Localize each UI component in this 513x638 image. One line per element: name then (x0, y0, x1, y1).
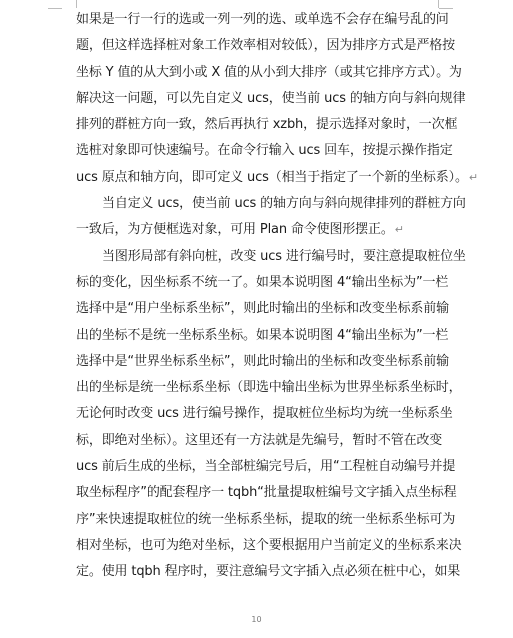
page-number: 10 (251, 615, 262, 624)
paragraph-3 (76, 244, 466, 586)
margin-mark-top-right (438, 0, 453, 8)
paragraph-mark-icon: ↵ (468, 170, 478, 184)
text-line: 题，但这样选择桩对象工作效率相对较低），因为排序方式是严格按 (76, 38, 456, 54)
text-line: 当图形局部有斜向桩，改变 ucs 进行编号时，要注意提取桩位坐 (102, 248, 466, 264)
document-body[interactable] (76, 7, 478, 586)
text-line: 相对坐标，也可为绝对坐标，这个要根据用户当前定义的坐标系来决 (76, 537, 462, 553)
text-line: 定。使用 tqbh 程序时，要注意编号文字插入点必须在桩中心，如果 (76, 564, 461, 580)
margin-mark-top-right-horizontal (439, 8, 453, 9)
text-line: 当自定义 ucs，使当前 ucs 的轴方向与斜向规律排列的群桩方向 (102, 196, 466, 212)
text-line: 选择中是“世界坐标系坐标”，则此时输出的坐标和改变坐标系前输 (76, 353, 449, 369)
text-line: ucs 前后生成的坐标，当全部桩编完号后，用“工程桩自动编号并提 (76, 459, 456, 475)
text-line (76, 217, 438, 243)
margin-mark-top-left (62, 0, 77, 8)
text-line: 选择中是“用户坐标系坐标”，则此时输出的坐标和改变坐标系前输 (76, 301, 449, 317)
paragraph-2 (76, 191, 466, 244)
text-line: 标的变化，因坐标系不统一了。如果本说明图 4“输出坐标为”一栏 (76, 274, 449, 290)
text-line: 无论何时改变 ucs 进行编号操作，提取桩位坐标均为统一坐标系坐 (76, 406, 453, 422)
paragraph-mark-icon: ↵ (394, 223, 404, 237)
text-line: 序”来快速提取桩位的统一坐标系坐标，提取的统一坐标系坐标可为 (76, 511, 456, 527)
text-line: 坐标 Y 值的从大到小或 X 值的从小到大排序（或其它排序方式）。为 (76, 64, 462, 80)
paragraph-1 (76, 7, 478, 191)
text-line (76, 165, 478, 191)
text-line: 出的坐标不是统一坐标系坐标。如果本说明图 4“输出坐标为”一栏 (76, 327, 449, 343)
text-line: 排列的群桩方向一致，然后再执行 xzbh，提示选择对象时，一次框 (76, 117, 458, 133)
text-line: 标，即绝对坐标）。这里还有一方法就是先编号，暂时不管在改变 (76, 432, 443, 448)
text-line-content: 一致后，为方便框选对象，可用 Plan 命令使图形摆正。 (76, 222, 394, 238)
text-line: 选桩对象即可快速编号。在命令行输入 ucs 回车，按提示操作指定 (76, 143, 453, 159)
text-line-content: ucs 原点和轴方向，即可定义 ucs（相当于指定了一个新的坐标系）。 (76, 169, 468, 185)
text-line: 如果是一行一行的选或一列一列的选、或单选不会存在编号乱的问 (76, 12, 449, 27)
text-line: 解决这一问题，可以先自定义 ucs，使当前 ucs 的轴方向与斜向规律 (76, 90, 466, 106)
margin-mark-top-left-horizontal (48, 8, 62, 9)
text-line: 取坐标程序”的配套程序一 tqbh“批量提取桩编号文字插入点坐标程 (76, 485, 457, 501)
text-line: 出的坐标是统一坐标系坐标（即选中输出坐标为世界坐标系坐标时， (76, 380, 462, 396)
